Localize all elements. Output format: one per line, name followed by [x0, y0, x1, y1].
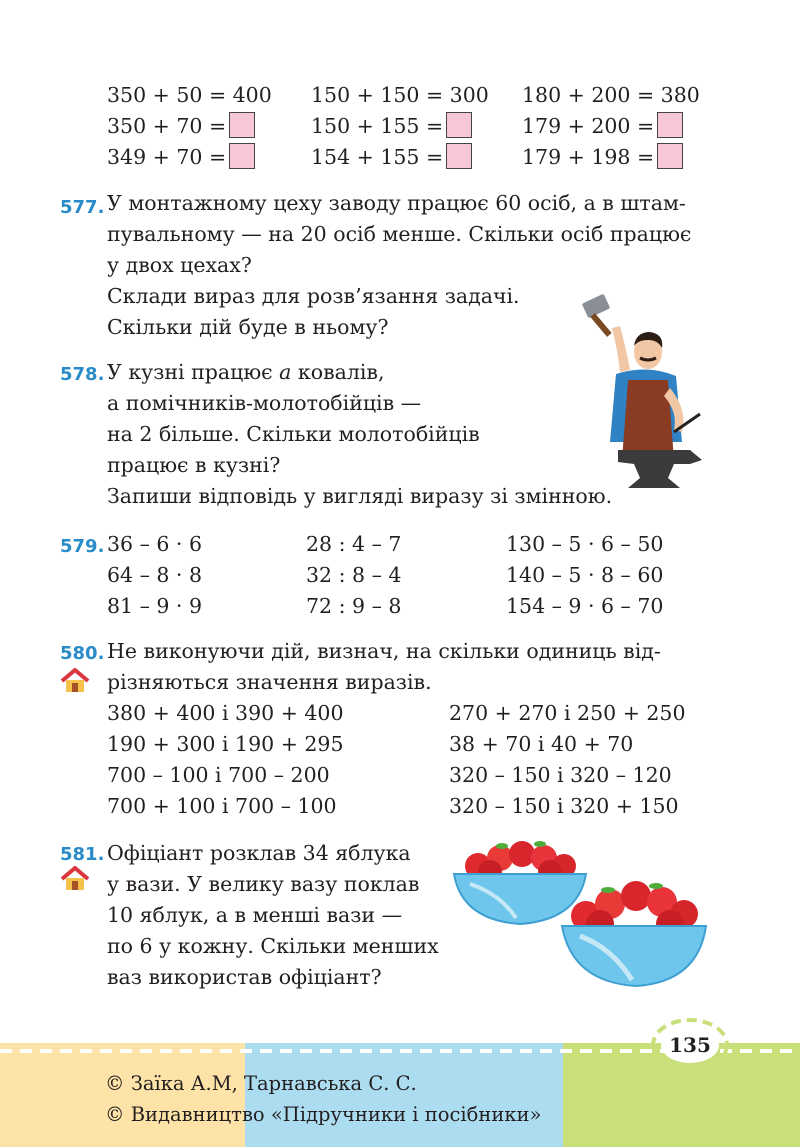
- expression-pair: 190 + 300 і 190 + 295: [107, 732, 344, 756]
- task-text-line: пувальному — на 20 осіб менше. Скільки осіб працює: [107, 222, 692, 246]
- task-text-line: різняються значення виразів.: [107, 670, 432, 694]
- equation-row: [0, 111, 800, 142]
- expression-pair: 270 + 270 і 250 + 250: [449, 701, 686, 725]
- expression-pair: 380 + 400 і 390 + 400: [107, 701, 344, 725]
- equation-row: [0, 142, 800, 173]
- equation: 180 + 200 = 380: [522, 83, 700, 107]
- expression: 72 : 9 – 8: [306, 594, 402, 618]
- equation: 179 + 200 =: [522, 114, 655, 138]
- equation: 350 + 70 =: [107, 114, 227, 138]
- expression: 154 – 9 · 6 – 70: [506, 594, 664, 618]
- task-number: 579.: [60, 536, 105, 557]
- expression-pair-row: [0, 698, 800, 729]
- expression: 140 – 5 · 8 – 60: [506, 563, 664, 587]
- expression-pair: 38 + 70 і 40 + 70: [449, 732, 634, 756]
- equation: 150 + 150 = 300: [311, 83, 489, 107]
- expression-pair-row: [0, 791, 800, 822]
- expression-pair: 700 + 100 і 700 – 100: [107, 794, 337, 818]
- home-icon: [60, 866, 90, 892]
- task-text-line: працює в кузні?: [107, 453, 281, 477]
- equation: 179 + 198 =: [522, 145, 655, 169]
- expression-pair-row: [0, 729, 800, 760]
- equation: 154 + 155 =: [311, 145, 444, 169]
- equation: 150 + 155 =: [311, 114, 444, 138]
- task-text-line: 10 яблук, а в менші вази —: [107, 903, 403, 927]
- task-text-line: на 2 більше. Скільки молотобійців: [107, 422, 480, 446]
- expression: 130 – 5 · 6 – 50: [506, 532, 664, 556]
- equation: 349 + 70 =: [107, 145, 227, 169]
- expression-pair: 320 – 150 і 320 – 120: [449, 763, 672, 787]
- task-text-line: Запиши відповідь у вигляді виразу зі змінною.: [107, 484, 613, 508]
- task-number: 577.: [60, 197, 105, 218]
- task-text-line: Склади вираз для розв’язання задачі.: [107, 284, 520, 308]
- expression: 81 – 9 · 9: [107, 594, 203, 618]
- expression-row: [0, 591, 800, 622]
- variable-a: a: [279, 360, 292, 384]
- expression-pair-row: [0, 760, 800, 791]
- answer-box[interactable]: [446, 143, 472, 169]
- expression: 28 : 4 – 7: [306, 532, 402, 556]
- home-icon: [60, 668, 90, 694]
- copyright-publisher: © Видавництво «Підручники і посібники»: [105, 1103, 542, 1126]
- task-text-line: Офіціант розклав 34 яблука: [107, 841, 411, 865]
- answer-box[interactable]: [229, 143, 255, 169]
- task-number: 580.: [60, 643, 105, 664]
- answer-box[interactable]: [657, 143, 683, 169]
- answer-box[interactable]: [446, 112, 472, 138]
- task-number: 581.: [60, 844, 105, 865]
- expression-pair: 700 – 100 і 700 – 200: [107, 763, 330, 787]
- task-text-line: по 6 у кожну. Скільки менших: [107, 934, 439, 958]
- task-text-line: ваз використав офіціант?: [107, 965, 382, 989]
- task-text-line: Скільки дій буде в ньому?: [107, 315, 389, 339]
- answer-box[interactable]: [657, 112, 683, 138]
- task-text-line: у вази. У велику вазу поклав: [107, 872, 420, 896]
- task-text-line: а помічників-молотобійців —: [107, 391, 422, 415]
- answer-box[interactable]: [229, 112, 255, 138]
- copyright-authors: © Заїка А.М, Тарнавська С. С.: [105, 1072, 417, 1095]
- task-number: 578.: [60, 364, 105, 385]
- page-number: 135: [669, 1033, 711, 1057]
- equation: 350 + 50 = 400: [107, 83, 272, 107]
- task-text-line: У монтажному цеху заводу працює 60 осіб, а в штам-: [107, 191, 686, 215]
- expression: 64 – 8 · 8: [107, 563, 203, 587]
- expression-pair: 320 – 150 і 320 + 150: [449, 794, 679, 818]
- task-text-line: у двох цехах?: [107, 253, 252, 277]
- task-text-line: Не виконуючи дій, визнач, на скільки одиниць від-: [107, 639, 661, 663]
- expression-row: [0, 529, 800, 560]
- equation-row: [0, 80, 800, 111]
- task-text-line: У кузні працює a ковалів,: [107, 360, 385, 384]
- apple-bowls-illustration: [450, 832, 710, 992]
- expression: 32 : 8 – 4: [306, 563, 402, 587]
- expression-row: [0, 560, 800, 591]
- expression: 36 – 6 · 6: [107, 532, 203, 556]
